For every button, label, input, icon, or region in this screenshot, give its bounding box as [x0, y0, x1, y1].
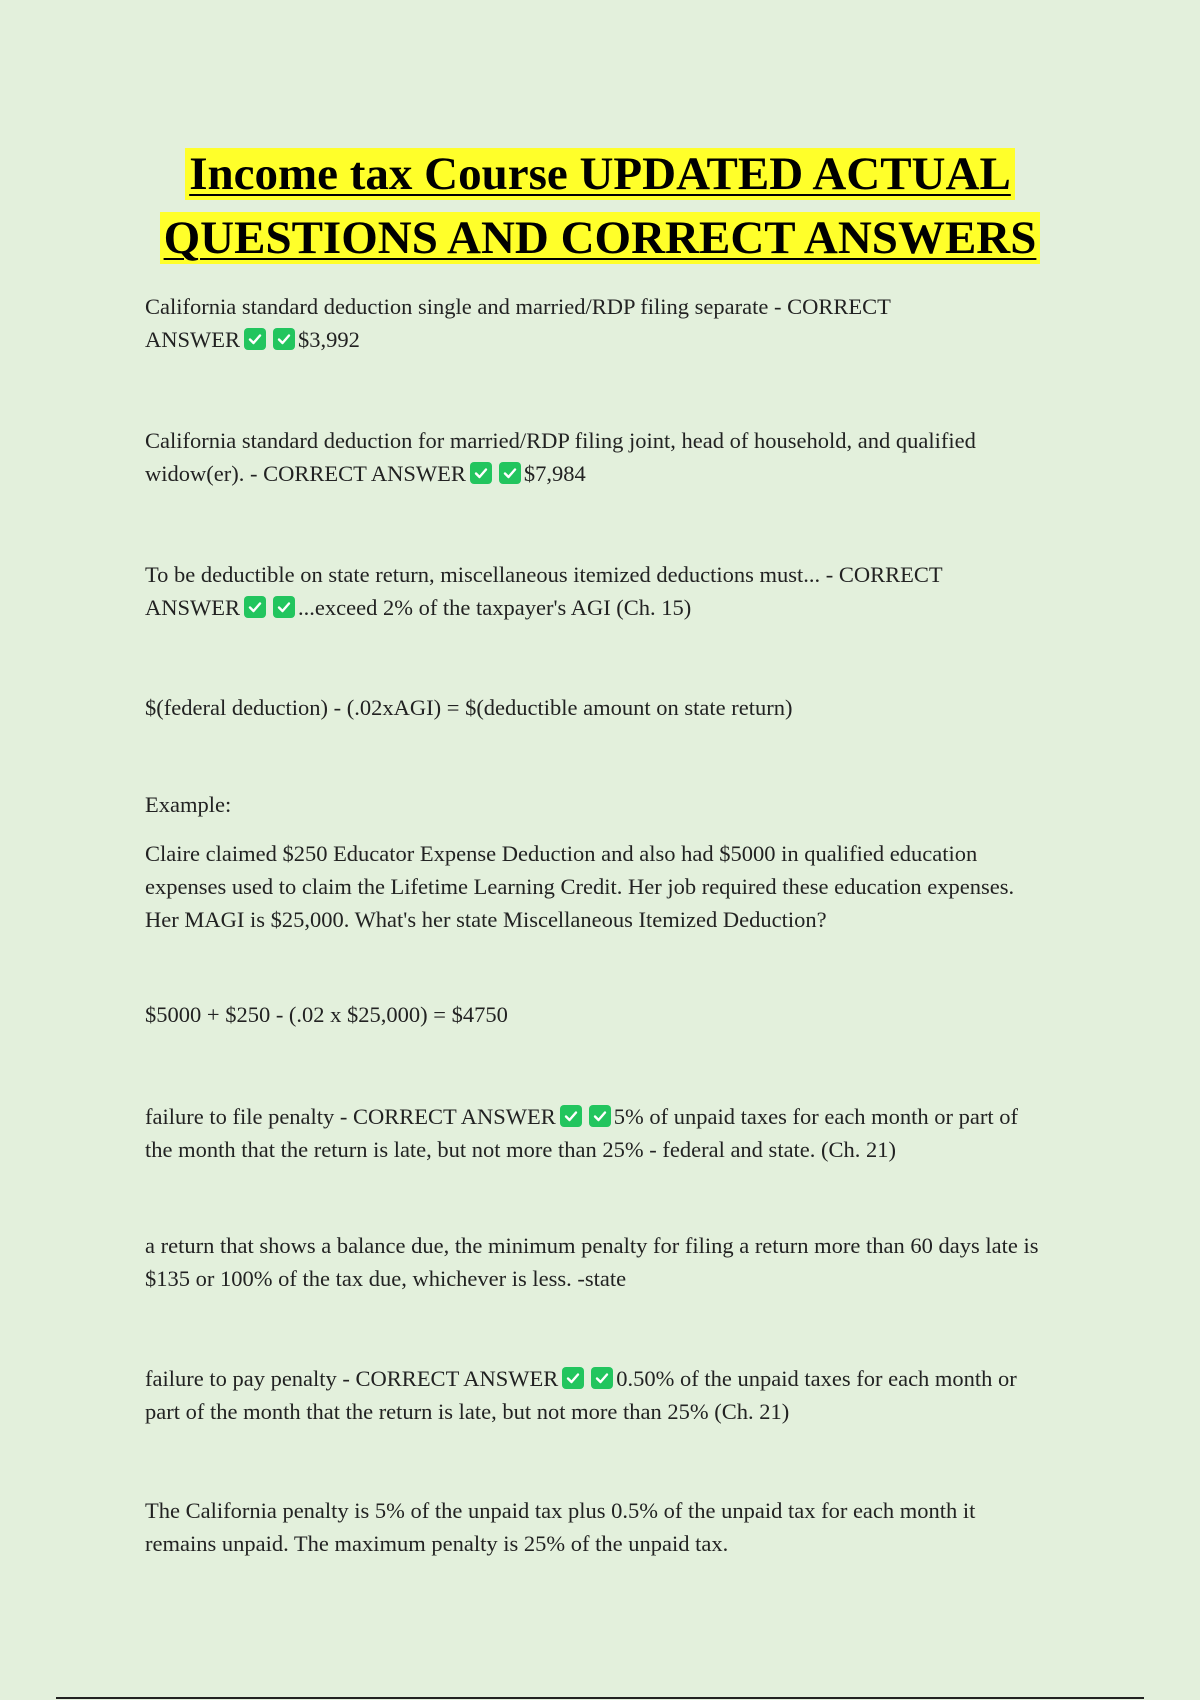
- question-text: To be deductible on state return, miscellaneous itemized deductions must... - CORRECT: [145, 562, 943, 587]
- check-box-icon: [244, 328, 266, 350]
- check-box-icon: [560, 1105, 582, 1127]
- qa-item-standard-deduction-joint: [145, 424, 1050, 490]
- check-box-icon: [470, 462, 492, 484]
- formula-text: $(federal deduction) - (.02xAGI) = $(deductible amount on state return): [145, 695, 793, 720]
- question-text: failure to file penalty - CORRECT ANSWER: [145, 1104, 556, 1129]
- example-text: Claire claimed $250 Educator Expense Deduction and also had $5000 in qualified education expenses used to claim the Lifetime Learning Credit. Her job required these education expenses. Her MAGI is $25,000. What's her state Miscellaneous Itemized Deduction?: [145, 841, 1015, 932]
- page-title: [0, 142, 1200, 270]
- question-text: failure to pay penalty - CORRECT ANSWER: [145, 1366, 559, 1391]
- qa-item-failure-to-pay: [145, 1362, 1050, 1428]
- example-calculation: $5000 + $250 - (.02 x $25,000) = $4750: [145, 1002, 508, 1027]
- example-label: Example:: [145, 792, 232, 817]
- qa-item-failure-to-file: [145, 1100, 1050, 1166]
- answer-text: ...exceed 2% of the taxpayer's AGI (Ch. 15): [298, 595, 692, 620]
- note-california-penalty: The California penalty is 5% of the unpaid tax plus 0.5% of the unpaid tax for each month it remains unpaid. The maximum penalty is 25% of the unpaid tax.: [145, 1498, 976, 1556]
- page-divider: [56, 1697, 1144, 1699]
- title-line-2: QUESTIONS AND CORRECT ANSWERS: [160, 212, 1041, 264]
- check-box-icon: [591, 1367, 613, 1389]
- note-minimum-penalty: a return that shows a balance due, the minimum penalty for filing a return more than 60 days late is $135 or 100% of the tax due, whichever is less. -state: [145, 1233, 1039, 1291]
- answer-marker: ANSWER: [145, 327, 240, 352]
- check-box-icon: [562, 1367, 584, 1389]
- qa-item-misc-itemized: [145, 558, 1050, 624]
- title-line-1: Income tax Course UPDATED ACTUAL: [185, 148, 1015, 200]
- check-box-icon: [273, 328, 295, 350]
- answer-text: 5% of unpaid taxes for each month or part of the month that the return is late, but not more than 25% - federal and state. (Ch. 21): [145, 1104, 1019, 1162]
- answer-text: 0.50% of the unpaid taxes for each month or part of the month that the return is late, but not more than 25% (Ch. 21): [145, 1366, 1017, 1424]
- check-box-icon: [273, 596, 295, 618]
- answer-text: $3,992: [298, 327, 360, 352]
- question-text: California standard deduction for married/RDP filing joint, head of household, and qualified widow(er). - CORRECT ANSWER: [145, 428, 976, 486]
- qa-item-standard-deduction-single: [145, 290, 1050, 356]
- check-box-icon: [499, 462, 521, 484]
- question-text: California standard deduction single and married/RDP filing separate - CORRECT: [145, 294, 891, 319]
- check-box-icon: [244, 596, 266, 618]
- answer-text: $7,984: [523, 461, 586, 486]
- check-box-icon: [589, 1105, 611, 1127]
- answer-marker: ANSWER: [145, 595, 240, 620]
